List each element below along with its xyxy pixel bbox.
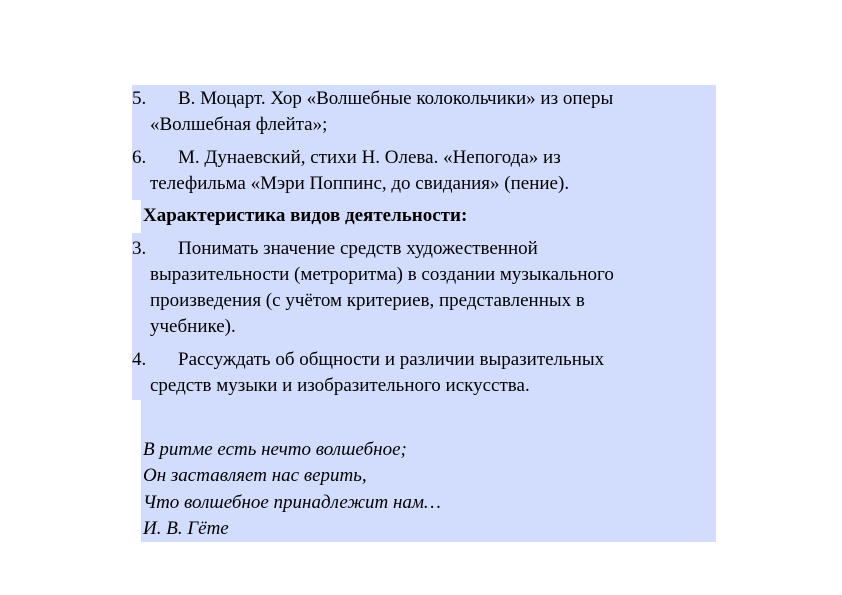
list-item-text-line: В. Моцарт. Хор «Волшебные колокольчики» из оперы	[178, 88, 614, 109]
list-item-text-line: произведения (с учётом критериев, представленных в	[150, 290, 585, 311]
quote-line: В ритме есть нечто волшебное;	[143, 439, 407, 460]
list-item-text-line: «Волшебная флейта»;	[150, 114, 328, 135]
list-item-text-line: Понимать значение средств художественной	[178, 238, 538, 259]
list-item-number: 5.	[132, 88, 147, 109]
list-item-text-line: выразительности (метроритма) в создании музыкального	[150, 264, 614, 285]
section-heading: Характеристика видов деятельности:	[143, 205, 468, 226]
list-item-number: 4.	[132, 349, 147, 370]
list-item-text-line: Рассуждать об общности и различии выразительных	[178, 349, 605, 370]
list-item-text-line: М. Дунаевский, стихи Н. Олева. «Непогода» из	[178, 147, 561, 168]
list-item-text-line: учебнике).	[150, 316, 236, 337]
quote-author: И. В. Гёте	[143, 518, 229, 539]
list-item-number: 3.	[132, 238, 147, 259]
quote-line: Что волшебное принадлежит нам…	[143, 492, 441, 513]
list-item-text-line: средств музыки и изобразительного искусства.	[150, 375, 530, 396]
quote-line: Он заставляет нас верить,	[143, 465, 367, 486]
list-item-text-line: телефильма «Мэри Поппинс, до свидания» (пение).	[150, 173, 570, 194]
list-item-number: 6.	[132, 147, 147, 168]
